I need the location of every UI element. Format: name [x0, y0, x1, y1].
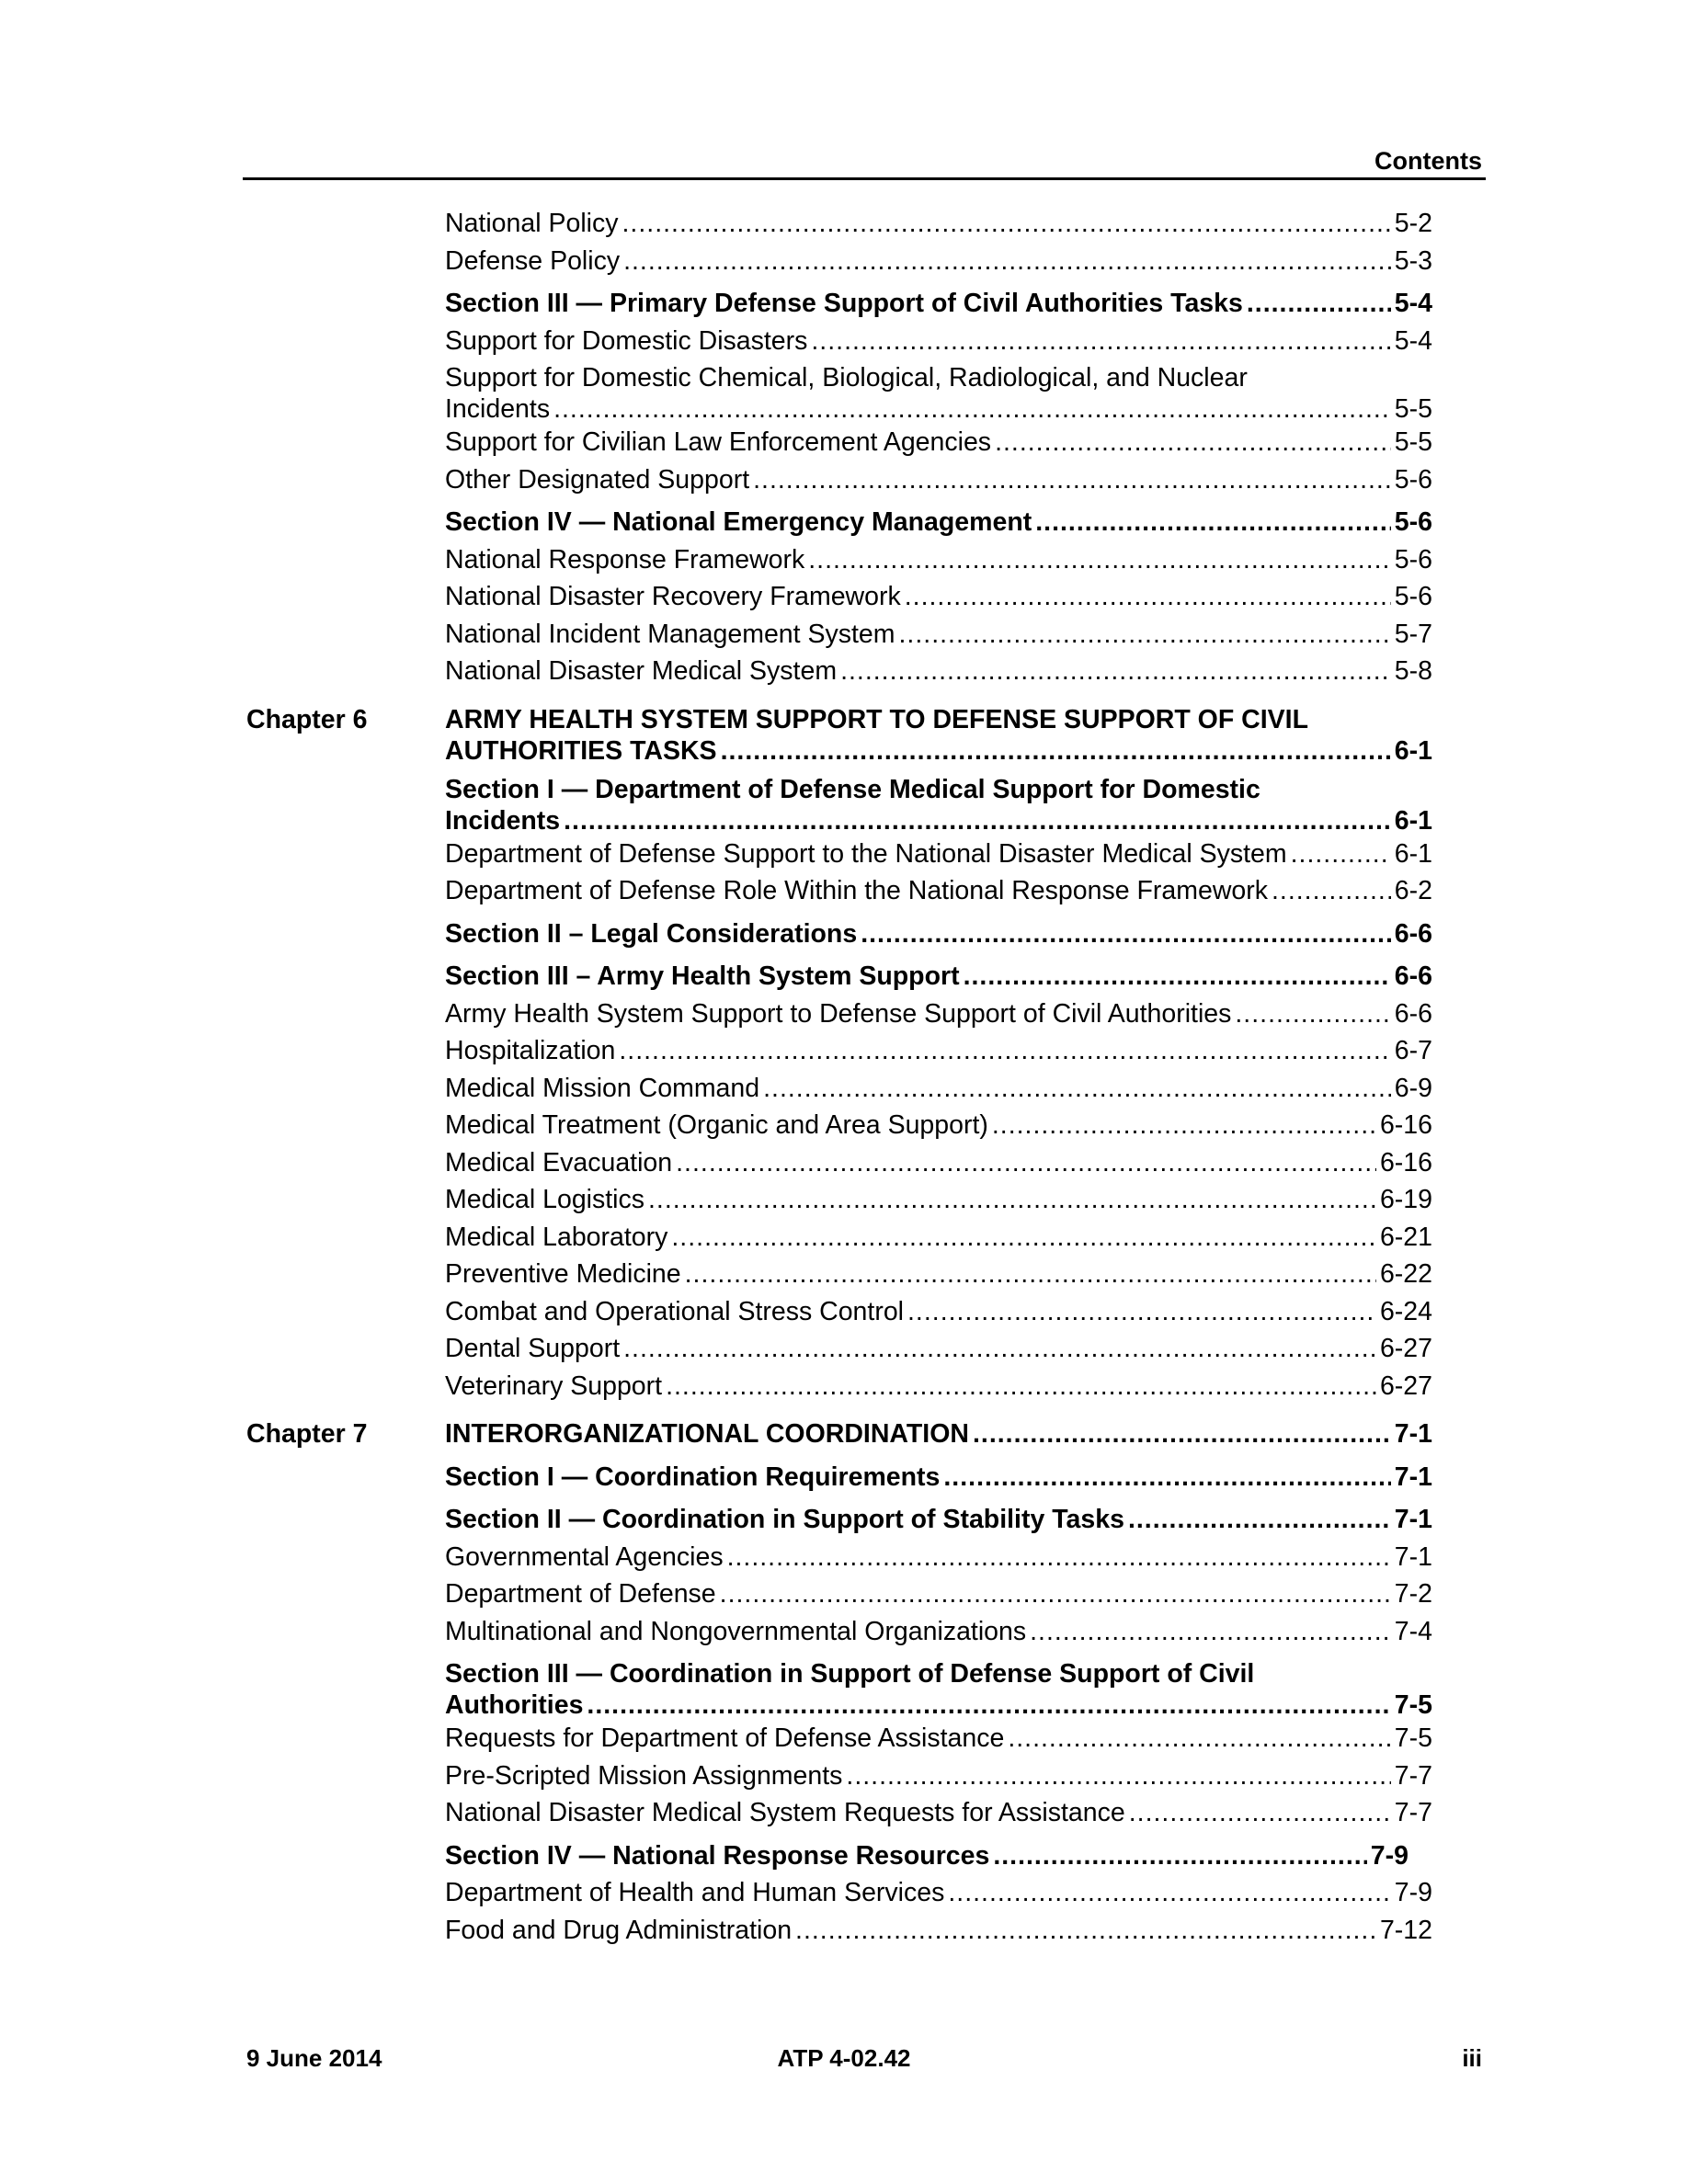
toc-row — [0, 1109, 1688, 1147]
toc-row — [0, 1371, 1688, 1408]
dot-leader — [676, 1147, 1376, 1178]
toc-row — [0, 506, 1688, 544]
dot-leader — [671, 1222, 1376, 1253]
dot-leader — [795, 1915, 1376, 1946]
toc-entry[interactable] — [445, 544, 1432, 575]
toc-row — [0, 1462, 1688, 1499]
toc-entry-title: Medical Mission Command — [445, 1073, 760, 1103]
dot-leader — [840, 655, 1391, 687]
toc-row — [0, 1504, 1688, 1541]
toc-entry-title: Requests for Department of Defense Assistance — [445, 1723, 1005, 1753]
toc-entry[interactable] — [445, 1541, 1432, 1573]
toc-row — [0, 1723, 1688, 1760]
toc-page-number: 6-6 — [1394, 961, 1432, 991]
footer-page-number: iii — [1462, 2044, 1482, 2072]
header-rule — [243, 177, 1486, 180]
dot-leader — [763, 1073, 1391, 1104]
toc-page-number: 5-3 — [1394, 245, 1432, 276]
toc-page-number: 6-1 — [1394, 735, 1432, 766]
toc-row — [0, 1877, 1688, 1915]
toc-page-number: 7-9 — [1394, 1878, 1432, 1907]
toc-entry[interactable] — [445, 1723, 1432, 1754]
dot-leader — [619, 1035, 1390, 1066]
footer-publication: ATP 4-02.42 — [777, 2044, 911, 2072]
dot-leader — [721, 735, 1391, 767]
toc-entry-title: Hospitalization — [445, 1036, 616, 1065]
toc-page-number: 7-1 — [1394, 1541, 1432, 1572]
toc-page-number: 5-4 — [1394, 289, 1432, 318]
dot-leader — [907, 1296, 1376, 1327]
dot-leader — [623, 245, 1391, 277]
toc-page-number: 7-5 — [1394, 1690, 1432, 1720]
toc-row — [0, 1760, 1688, 1798]
dot-leader — [899, 619, 1391, 650]
toc-entry[interactable] — [445, 288, 1432, 319]
toc-page-number: 7-7 — [1394, 1798, 1432, 1827]
dot-leader — [753, 464, 1391, 495]
toc-page-number: 5-4 — [1394, 325, 1432, 356]
toc-entry[interactable] — [445, 427, 1432, 458]
toc-entry[interactable] — [445, 245, 1432, 277]
dot-leader — [564, 805, 1391, 836]
toc-entry-title: Medical Laboratory — [445, 1222, 668, 1252]
toc-page-number: 7-4 — [1394, 1616, 1432, 1646]
toc-page-number: 7-12 — [1379, 1915, 1432, 1945]
toc-page-number: 6-27 — [1379, 1371, 1432, 1401]
toc-row — [0, 245, 1688, 283]
toc-row — [0, 1915, 1688, 1952]
dot-leader — [811, 325, 1390, 357]
toc-entry-title: INTERORGANIZATIONAL COORDINATION — [445, 1419, 969, 1449]
dot-leader — [727, 1541, 1391, 1573]
toc-entry-title: Department of Defense Role Within the National Response Framework — [445, 876, 1268, 905]
toc-entry-title: Incidents — [445, 805, 561, 836]
toc-page-number: 5-6 — [1394, 582, 1432, 611]
dot-leader — [973, 1418, 1391, 1450]
toc-entry-title: Support for Civilian Law Enforcement Agencies — [445, 427, 992, 457]
dot-leader — [553, 393, 1391, 425]
toc-entry[interactable] — [445, 655, 1432, 687]
toc-row — [0, 1541, 1688, 1579]
toc-entry-title: National Disaster Medical System Requests for Assistance — [445, 1798, 1125, 1827]
dot-leader — [587, 1689, 1390, 1721]
toc-entry[interactable] — [445, 1296, 1432, 1327]
toc-entry[interactable] — [445, 464, 1432, 495]
toc-entry[interactable] — [445, 506, 1432, 538]
toc-entry-title: Incidents — [445, 394, 551, 424]
toc-entry-title: Section I — Coordination Requirements — [445, 1462, 941, 1492]
dot-leader — [905, 581, 1391, 612]
dot-leader — [995, 427, 1391, 458]
toc-entry-title: National Policy — [445, 209, 619, 238]
toc-entry[interactable] — [445, 325, 1432, 357]
toc-entry-title: Dental Support — [445, 1334, 621, 1363]
toc-entry-title: Multinational and Nongovernmental Organizations — [445, 1616, 1027, 1646]
toc-row — [0, 208, 1688, 245]
dot-leader — [1128, 1504, 1391, 1535]
dot-leader — [1030, 1616, 1391, 1647]
toc-entry[interactable] — [445, 1222, 1432, 1253]
toc-entry[interactable] — [445, 1915, 1432, 1946]
dot-leader — [666, 1371, 1376, 1402]
toc-entry-title: Section III — Primary Defense Support of Civil Authorities Tasks — [445, 289, 1243, 318]
toc-page-number: 6-22 — [1379, 1259, 1432, 1289]
toc-page-number: 7-1 — [1394, 1419, 1432, 1449]
toc-page-number: 5-6 — [1394, 544, 1432, 574]
toc-page-number: 6-6 — [1394, 998, 1432, 1029]
toc-page-number: 6-19 — [1379, 1185, 1432, 1214]
toc-page-number: 6-6 — [1394, 918, 1432, 949]
toc-row — [0, 325, 1688, 363]
toc-entry-title: Section IV — National Response Resources — [445, 1840, 990, 1871]
dot-leader — [993, 1840, 1366, 1871]
toc-entry-title: Section I — Department of Defense Medical Support for Domestic — [445, 774, 1260, 804]
toc-entry[interactable] — [445, 1462, 1432, 1493]
toc-entry-title: National Disaster Recovery Framework — [445, 582, 901, 611]
toc-entry-title: Governmental Agencies — [445, 1541, 724, 1572]
dot-leader — [846, 1760, 1390, 1792]
toc-row — [0, 1418, 1688, 1456]
toc-entry[interactable] — [445, 1760, 1432, 1792]
toc-row — [0, 1222, 1688, 1259]
toc-row — [0, 655, 1688, 693]
toc-row — [0, 1296, 1688, 1334]
toc-entry[interactable] — [445, 1073, 1432, 1104]
toc-entry[interactable] — [445, 1184, 1432, 1215]
toc-entry-title: Section IV — National Emergency Management — [445, 507, 1032, 537]
toc-page-number: 6-16 — [1379, 1147, 1432, 1177]
dot-leader — [1272, 875, 1391, 906]
toc-row — [0, 1578, 1688, 1616]
toc-entry[interactable] — [445, 774, 1432, 836]
toc-page-number: 7-1 — [1394, 1505, 1432, 1534]
toc-entry-title: National Disaster Medical System — [445, 656, 838, 686]
toc-page-number: 5-5 — [1394, 427, 1432, 457]
toc-entry[interactable] — [445, 1109, 1432, 1141]
dot-leader — [948, 1877, 1390, 1908]
page-header-title: Contents — [1374, 147, 1482, 175]
toc-entry-title: Authorities — [445, 1690, 584, 1720]
toc-page-number: 6-1 — [1394, 805, 1432, 836]
toc-page-number: 5-8 — [1394, 656, 1432, 686]
toc-page-number: 7-1 — [1394, 1462, 1432, 1492]
footer-date: 9 June 2014 — [246, 2044, 382, 2072]
toc-row — [0, 1840, 1688, 1878]
toc-entry-title: Section III — Coordination in Support of Defense Support of Civil — [445, 1659, 1255, 1689]
toc-row — [0, 1147, 1688, 1185]
toc-entry-title: Section II — Coordination in Support of Stability Tasks — [445, 1505, 1124, 1534]
toc-page-number: 6-27 — [1379, 1334, 1432, 1363]
toc-entry[interactable] — [445, 1877, 1432, 1908]
toc-entry[interactable] — [445, 1035, 1432, 1066]
dot-leader — [622, 208, 1391, 239]
toc-row — [0, 464, 1688, 502]
dot-leader — [943, 1462, 1390, 1493]
toc-page-number: 7-9 — [1370, 1840, 1409, 1871]
dot-leader — [1235, 998, 1390, 1029]
toc-entry[interactable] — [445, 208, 1432, 239]
toc-page-number: 5-7 — [1394, 619, 1432, 649]
toc-row — [0, 1658, 1688, 1723]
toc-entry[interactable] — [445, 875, 1432, 906]
toc-row — [0, 704, 1688, 768]
dot-leader — [1008, 1723, 1390, 1754]
toc-page-number: 7-7 — [1394, 1760, 1432, 1791]
toc-entry-title: ARMY HEALTH SYSTEM SUPPORT TO DEFENSE SUPPORT OF CIVIL — [445, 704, 1309, 734]
toc-page-number: 6-7 — [1394, 1036, 1432, 1065]
dot-leader — [1129, 1797, 1391, 1828]
toc-row — [0, 1035, 1688, 1073]
toc-row — [0, 1333, 1688, 1371]
toc-entry[interactable] — [445, 362, 1432, 425]
toc-entry-title: National Incident Management System — [445, 619, 895, 649]
toc-page-number: 7-2 — [1394, 1579, 1432, 1609]
toc-entry[interactable] — [445, 1578, 1432, 1610]
dot-leader — [623, 1333, 1376, 1364]
toc-row — [0, 998, 1688, 1036]
toc-entry-title: Support for Domestic Chemical, Biological, Radiological, and Nuclear — [445, 363, 1248, 392]
dot-leader — [861, 918, 1391, 950]
toc-entry-title: Army Health System Support to Defense Support of Civil Authorities — [445, 998, 1232, 1029]
toc-entry-title: Combat and Operational Stress Control — [445, 1296, 905, 1326]
dot-leader — [1291, 838, 1391, 870]
dot-leader — [720, 1578, 1391, 1610]
table-of-contents — [0, 208, 1688, 1951]
toc-entry[interactable] — [445, 1616, 1432, 1647]
toc-entry-title: Support for Domestic Disasters — [445, 325, 808, 356]
toc-entry[interactable] — [445, 998, 1432, 1029]
toc-entry-title: Defense Policy — [445, 245, 621, 276]
toc-page-number: 6-2 — [1394, 876, 1432, 905]
toc-row — [0, 1073, 1688, 1110]
toc-entry-title: Section II – Legal Considerations — [445, 918, 858, 949]
toc-row — [0, 1184, 1688, 1222]
toc-entry-title: Veterinary Support — [445, 1371, 663, 1401]
toc-entry[interactable] — [445, 1840, 1409, 1871]
toc-row — [0, 774, 1688, 838]
toc-entry-title: National Response Framework — [445, 544, 805, 574]
toc-entry-title: Medical Treatment (Organic and Area Support) — [445, 1110, 988, 1140]
toc-page-number: 6-1 — [1394, 838, 1432, 869]
toc-entry[interactable] — [445, 1504, 1432, 1535]
toc-row — [0, 1616, 1688, 1654]
toc-page-number: 5-6 — [1394, 464, 1432, 495]
toc-row — [0, 961, 1688, 998]
toc-entry-title: Department of Defense Support to the National Disaster Medical System — [445, 838, 1287, 869]
toc-entry-title: Pre-Scripted Mission Assignments — [445, 1760, 843, 1791]
dot-leader — [808, 544, 1391, 575]
toc-page-number: 5-2 — [1394, 209, 1432, 238]
toc-entry[interactable] — [445, 918, 1432, 950]
toc-row — [0, 1797, 1688, 1835]
dot-leader — [1247, 288, 1391, 319]
dot-leader — [964, 961, 1391, 992]
toc-entry-title: Other Designated Support — [445, 464, 750, 495]
toc-entry[interactable] — [445, 838, 1432, 870]
toc-entry[interactable] — [445, 581, 1432, 612]
toc-entry[interactable] — [445, 1147, 1432, 1178]
toc-page-number: 6-24 — [1379, 1296, 1432, 1326]
toc-entry-title: Department of Health and Human Services — [445, 1878, 945, 1907]
toc-row — [0, 918, 1688, 956]
chapter-label: Chapter 7 — [246, 1419, 368, 1449]
toc-page-number: 6-21 — [1379, 1222, 1432, 1252]
toc-page-number: 6-16 — [1379, 1110, 1432, 1140]
chapter-label: Chapter 6 — [246, 704, 368, 734]
toc-entry-title: Section III – Army Health System Support — [445, 961, 960, 991]
toc-entry-title: Preventive Medicine — [445, 1259, 681, 1289]
toc-entry[interactable] — [445, 1333, 1432, 1364]
toc-entry[interactable] — [445, 1797, 1432, 1828]
toc-page-number: 6-9 — [1394, 1073, 1432, 1103]
toc-entry-title: Food and Drug Administration — [445, 1915, 793, 1945]
toc-row — [0, 288, 1688, 325]
dot-leader — [648, 1184, 1376, 1215]
toc-entry-title: Department of Defense — [445, 1579, 716, 1609]
toc-row — [0, 619, 1688, 656]
toc-row — [0, 362, 1688, 427]
dot-leader — [685, 1258, 1376, 1290]
toc-row — [0, 581, 1688, 619]
toc-row — [0, 427, 1688, 464]
toc-entry[interactable] — [445, 1371, 1432, 1402]
toc-entry-title: Medical Logistics — [445, 1185, 645, 1214]
toc-row — [0, 1258, 1688, 1296]
toc-row — [0, 544, 1688, 582]
toc-entry[interactable] — [445, 961, 1432, 992]
toc-row — [0, 838, 1688, 876]
toc-page-number: 7-5 — [1394, 1723, 1432, 1753]
toc-entry[interactable] — [445, 619, 1432, 650]
toc-entry[interactable] — [445, 704, 1432, 767]
toc-row — [0, 875, 1688, 913]
toc-entry-title: AUTHORITIES TASKS — [445, 735, 717, 766]
dot-leader — [992, 1109, 1376, 1141]
toc-page-number: 5-5 — [1394, 394, 1432, 424]
toc-entry[interactable] — [445, 1258, 1432, 1290]
toc-page-number: 5-6 — [1394, 507, 1432, 537]
toc-entry-title: Medical Evacuation — [445, 1147, 673, 1177]
toc-entry[interactable] — [445, 1418, 1432, 1450]
toc-entry[interactable] — [445, 1658, 1432, 1721]
dot-leader — [1035, 506, 1391, 538]
